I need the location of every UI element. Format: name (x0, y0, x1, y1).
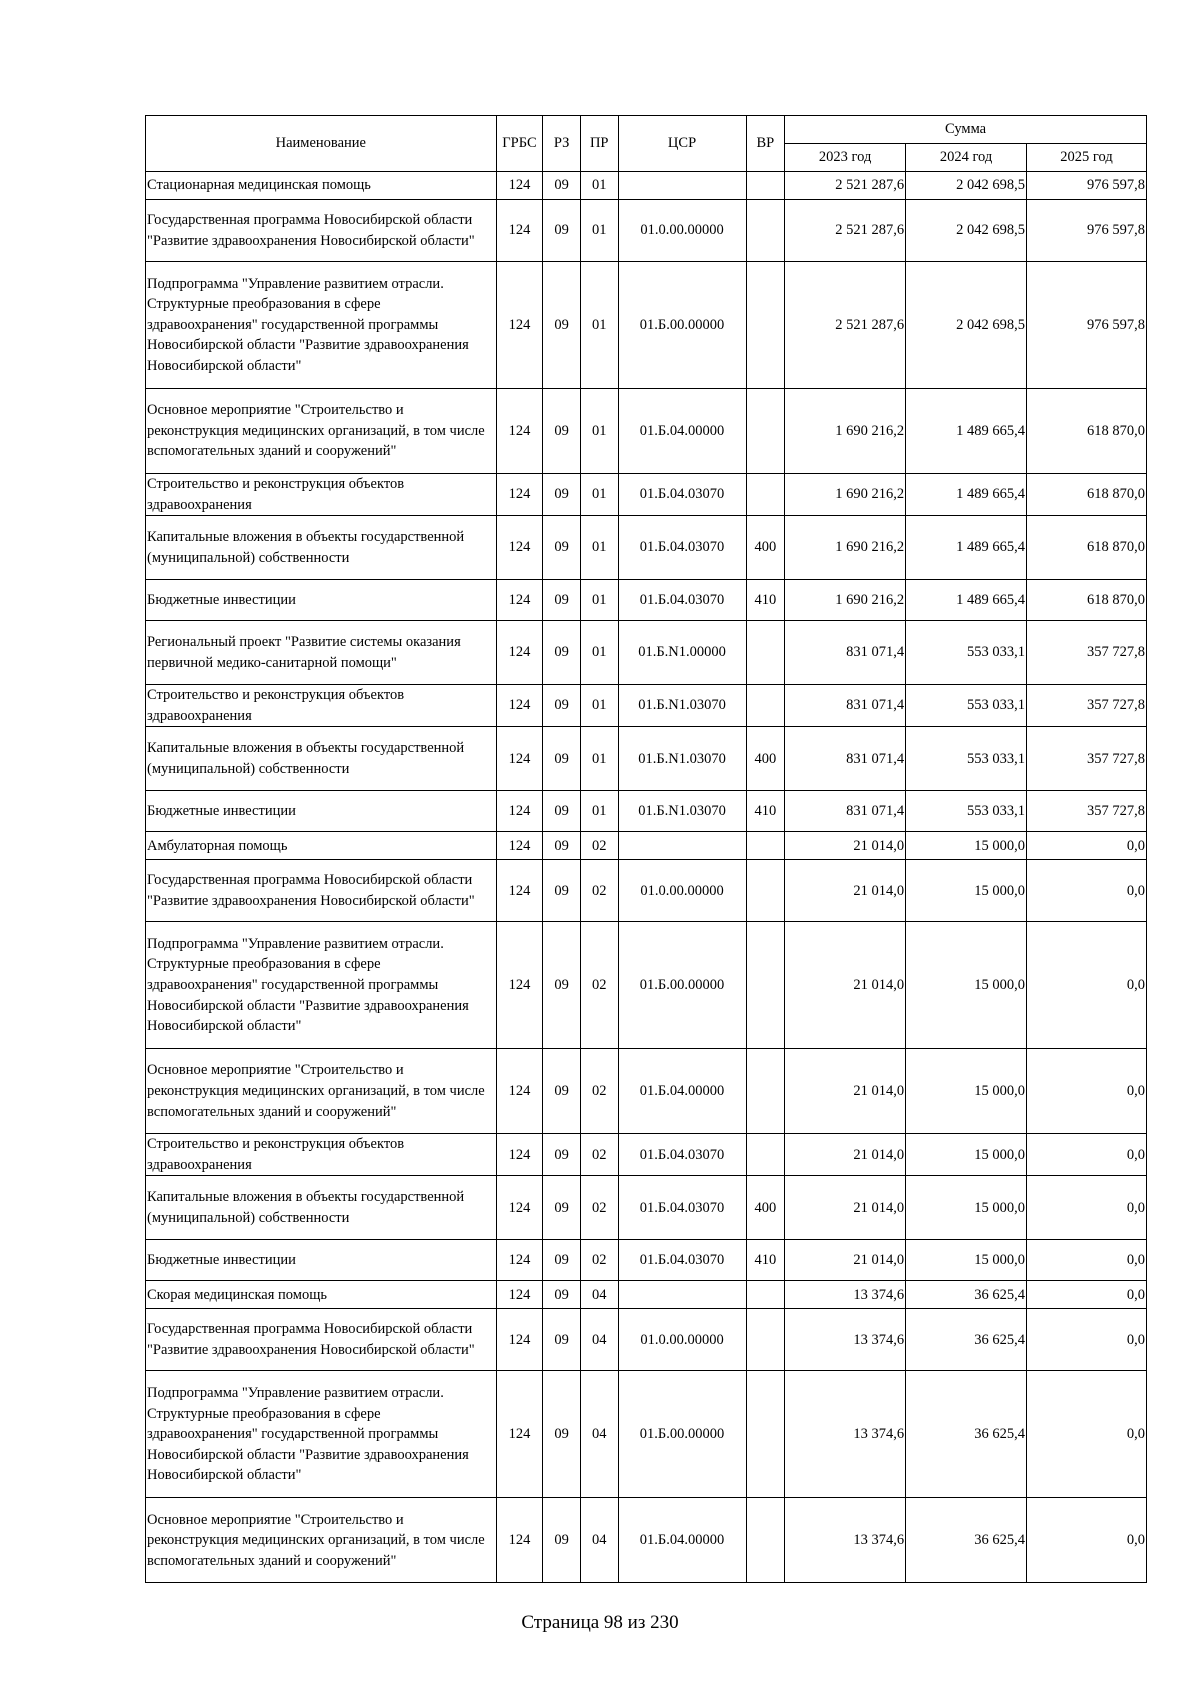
cell-grbs: 124 (496, 262, 543, 389)
cell-grbs: 124 (496, 621, 543, 685)
cell-csr: 01.0.00.00000 (618, 200, 746, 262)
cell-csr: 01.Б.04.03070 (618, 474, 746, 516)
cell-sum-2025: 976 597,8 (1027, 172, 1147, 200)
cell-vr (746, 1281, 785, 1309)
cell-csr: 01.Б.00.00000 (618, 922, 746, 1049)
cell-csr: 01.Б.04.03070 (618, 516, 746, 580)
cell-sum-2025: 976 597,8 (1027, 200, 1147, 262)
table-row (146, 474, 1147, 516)
cell-name: Бюджетные инвестиции (146, 580, 497, 621)
cell-pr: 01 (580, 200, 618, 262)
cell-vr: 400 (746, 516, 785, 580)
cell-sum-2023: 831 071,4 (785, 685, 906, 727)
cell-pr: 02 (580, 1049, 618, 1134)
cell-sum-2025: 0,0 (1027, 1498, 1147, 1583)
cell-pr: 01 (580, 685, 618, 727)
cell-vr (746, 200, 785, 262)
table-row (146, 580, 1147, 621)
cell-sum-2025: 357 727,8 (1027, 727, 1147, 791)
cell-sum-2023: 831 071,4 (785, 727, 906, 791)
table-row (146, 1240, 1147, 1281)
cell-sum-2024: 15 000,0 (906, 1176, 1027, 1240)
cell-pr: 01 (580, 474, 618, 516)
table-row (146, 922, 1147, 1049)
cell-pr: 01 (580, 621, 618, 685)
cell-csr: 01.Б.04.03070 (618, 1134, 746, 1176)
cell-rz: 09 (543, 922, 581, 1049)
cell-vr (746, 1134, 785, 1176)
cell-pr: 01 (580, 791, 618, 832)
cell-sum-2024: 36 625,4 (906, 1309, 1027, 1371)
cell-sum-2024: 1 489 665,4 (906, 389, 1027, 474)
cell-sum-2024: 15 000,0 (906, 922, 1027, 1049)
cell-rz: 09 (543, 832, 581, 860)
cell-sum-2023: 1 690 216,2 (785, 580, 906, 621)
cell-sum-2024: 553 033,1 (906, 791, 1027, 832)
header-rz: РЗ (543, 116, 581, 172)
cell-sum-2025: 0,0 (1027, 1371, 1147, 1498)
cell-pr: 04 (580, 1498, 618, 1583)
cell-rz: 09 (543, 580, 581, 621)
cell-pr: 01 (580, 580, 618, 621)
header-pr: ПР (580, 116, 618, 172)
cell-rz: 09 (543, 389, 581, 474)
cell-pr: 01 (580, 262, 618, 389)
cell-vr: 400 (746, 727, 785, 791)
cell-name: Капитальные вложения в объекты государственной (муниципальной) собственности (146, 1176, 497, 1240)
cell-name: Бюджетные инвестиции (146, 1240, 497, 1281)
cell-rz: 09 (543, 200, 581, 262)
cell-csr: 01.Б.N1.00000 (618, 621, 746, 685)
cell-sum-2025: 357 727,8 (1027, 685, 1147, 727)
cell-rz: 09 (543, 172, 581, 200)
cell-rz: 09 (543, 685, 581, 727)
table-row (146, 172, 1147, 200)
cell-vr (746, 1371, 785, 1498)
cell-grbs: 124 (496, 922, 543, 1049)
cell-vr (746, 1309, 785, 1371)
cell-sum-2024: 2 042 698,5 (906, 200, 1027, 262)
table-row (146, 860, 1147, 922)
cell-rz: 09 (543, 1309, 581, 1371)
cell-name: Основное мероприятие "Строительство и реконструкция медицинских организаций, в том числе вспомогательных зданий и сооружений" (146, 1049, 497, 1134)
header-vr: ВР (746, 116, 785, 172)
cell-sum-2024: 36 625,4 (906, 1498, 1027, 1583)
cell-grbs: 124 (496, 389, 543, 474)
cell-grbs: 124 (496, 1281, 543, 1309)
table-row (146, 685, 1147, 727)
table-row (146, 1371, 1147, 1498)
cell-csr: 01.Б.04.03070 (618, 1240, 746, 1281)
cell-rz: 09 (543, 791, 581, 832)
cell-vr: 410 (746, 1240, 785, 1281)
cell-name: Государственная программа Новосибирской области "Развитие здравоохранения Новосибирской области" (146, 200, 497, 262)
cell-rz: 09 (543, 1498, 581, 1583)
cell-name: Государственная программа Новосибирской области "Развитие здравоохранения Новосибирской области" (146, 1309, 497, 1371)
cell-sum-2023: 13 374,6 (785, 1281, 906, 1309)
cell-rz: 09 (543, 1281, 581, 1309)
cell-sum-2023: 21 014,0 (785, 1176, 906, 1240)
table-row (146, 1498, 1147, 1583)
cell-pr: 04 (580, 1281, 618, 1309)
header-name: Наименование (146, 116, 497, 172)
cell-rz: 09 (543, 474, 581, 516)
cell-pr: 02 (580, 1176, 618, 1240)
table-row (146, 262, 1147, 389)
cell-name: Скорая медицинская помощь (146, 1281, 497, 1309)
table-header (146, 116, 1147, 172)
cell-csr: 01.Б.N1.03070 (618, 685, 746, 727)
cell-rz: 09 (543, 1134, 581, 1176)
cell-name: Бюджетные инвестиции (146, 791, 497, 832)
cell-sum-2025: 357 727,8 (1027, 791, 1147, 832)
header-csr: ЦСР (618, 116, 746, 172)
cell-sum-2025: 0,0 (1027, 922, 1147, 1049)
table-row (146, 1309, 1147, 1371)
cell-pr: 04 (580, 1371, 618, 1498)
cell-sum-2023: 13 374,6 (785, 1309, 906, 1371)
table-body (146, 172, 1147, 1583)
cell-csr: 01.Б.04.00000 (618, 1498, 746, 1583)
cell-csr (618, 172, 746, 200)
cell-sum-2024: 553 033,1 (906, 727, 1027, 791)
cell-rz: 09 (543, 727, 581, 791)
cell-csr (618, 1281, 746, 1309)
table-row (146, 832, 1147, 860)
cell-name: Основное мероприятие "Строительство и реконструкция медицинских организаций, в том числе вспомогательных зданий и сооружений" (146, 389, 497, 474)
cell-name: Стационарная медицинская помощь (146, 172, 497, 200)
cell-sum-2023: 21 014,0 (785, 1134, 906, 1176)
cell-sum-2024: 1 489 665,4 (906, 516, 1027, 580)
cell-csr: 01.Б.N1.03070 (618, 727, 746, 791)
cell-sum-2023: 21 014,0 (785, 1049, 906, 1134)
cell-name: Амбулаторная помощь (146, 832, 497, 860)
cell-grbs: 124 (496, 172, 543, 200)
cell-vr: 410 (746, 791, 785, 832)
cell-sum-2025: 0,0 (1027, 1049, 1147, 1134)
cell-sum-2024: 2 042 698,5 (906, 262, 1027, 389)
cell-sum-2024: 15 000,0 (906, 860, 1027, 922)
cell-pr: 01 (580, 389, 618, 474)
cell-sum-2023: 13 374,6 (785, 1498, 906, 1583)
cell-sum-2023: 21 014,0 (785, 922, 906, 1049)
cell-name: Государственная программа Новосибирской области "Развитие здравоохранения Новосибирской области" (146, 860, 497, 922)
cell-grbs: 124 (496, 516, 543, 580)
cell-sum-2023: 21 014,0 (785, 860, 906, 922)
cell-rz: 09 (543, 516, 581, 580)
cell-rz: 09 (543, 262, 581, 389)
cell-name: Строительство и реконструкция объектов здравоохранения (146, 1134, 497, 1176)
cell-grbs: 124 (496, 727, 543, 791)
cell-pr: 02 (580, 860, 618, 922)
cell-name: Подпрограмма "Управление развитием отрасли. Структурные преобразования в сфере здравоохранения" государственной программы Новосибирской области "Развитие здравоохранения Новосибирской области" (146, 1371, 497, 1498)
cell-sum-2024: 15 000,0 (906, 832, 1027, 860)
cell-name: Капитальные вложения в объекты государственной (муниципальной) собственности (146, 516, 497, 580)
table-row (146, 621, 1147, 685)
cell-vr: 400 (746, 1176, 785, 1240)
cell-vr (746, 685, 785, 727)
cell-sum-2025: 0,0 (1027, 1176, 1147, 1240)
cell-sum-2025: 0,0 (1027, 832, 1147, 860)
header-grbs: ГРБС (496, 116, 543, 172)
cell-vr (746, 389, 785, 474)
cell-vr (746, 172, 785, 200)
budget-table (145, 115, 1147, 1583)
table-row (146, 516, 1147, 580)
cell-rz: 09 (543, 1049, 581, 1134)
table-row (146, 389, 1147, 474)
cell-csr: 01.0.00.00000 (618, 860, 746, 922)
cell-sum-2023: 1 690 216,2 (785, 516, 906, 580)
table-row (146, 1049, 1147, 1134)
cell-vr (746, 1049, 785, 1134)
cell-pr: 02 (580, 922, 618, 1049)
cell-csr: 01.Б.04.00000 (618, 1049, 746, 1134)
table-row (146, 1281, 1147, 1309)
cell-vr (746, 1498, 785, 1583)
cell-sum-2025: 618 870,0 (1027, 389, 1147, 474)
cell-sum-2024: 36 625,4 (906, 1281, 1027, 1309)
cell-csr: 01.Б.N1.03070 (618, 791, 746, 832)
cell-sum-2024: 15 000,0 (906, 1134, 1027, 1176)
cell-name: Капитальные вложения в объекты государственной (муниципальной) собственности (146, 727, 497, 791)
cell-grbs: 124 (496, 1049, 543, 1134)
table-row (146, 200, 1147, 262)
cell-sum-2025: 976 597,8 (1027, 262, 1147, 389)
cell-sum-2023: 1 690 216,2 (785, 474, 906, 516)
cell-grbs: 124 (496, 832, 543, 860)
cell-vr (746, 860, 785, 922)
cell-sum-2025: 357 727,8 (1027, 621, 1147, 685)
cell-sum-2025: 0,0 (1027, 1134, 1147, 1176)
cell-csr: 01.Б.04.00000 (618, 389, 746, 474)
cell-grbs: 124 (496, 580, 543, 621)
cell-vr: 410 (746, 580, 785, 621)
cell-sum-2024: 15 000,0 (906, 1049, 1027, 1134)
cell-sum-2025: 618 870,0 (1027, 580, 1147, 621)
cell-pr: 01 (580, 727, 618, 791)
cell-pr: 02 (580, 1240, 618, 1281)
table-row (146, 727, 1147, 791)
cell-vr (746, 474, 785, 516)
cell-vr (746, 262, 785, 389)
cell-csr: 01.Б.00.00000 (618, 262, 746, 389)
cell-name: Строительство и реконструкция объектов здравоохранения (146, 474, 497, 516)
cell-pr: 04 (580, 1309, 618, 1371)
cell-sum-2024: 15 000,0 (906, 1240, 1027, 1281)
cell-csr: 01.0.00.00000 (618, 1309, 746, 1371)
cell-csr: 01.Б.00.00000 (618, 1371, 746, 1498)
cell-sum-2023: 831 071,4 (785, 791, 906, 832)
cell-sum-2025: 618 870,0 (1027, 474, 1147, 516)
header-year-2024: 2024 год (906, 144, 1027, 172)
cell-csr: 01.Б.04.03070 (618, 1176, 746, 1240)
cell-sum-2024: 1 489 665,4 (906, 474, 1027, 516)
cell-rz: 09 (543, 860, 581, 922)
cell-sum-2023: 21 014,0 (785, 1240, 906, 1281)
cell-grbs: 124 (496, 1309, 543, 1371)
cell-csr (618, 832, 746, 860)
cell-vr (746, 832, 785, 860)
cell-pr: 01 (580, 516, 618, 580)
cell-pr: 01 (580, 172, 618, 200)
cell-vr (746, 621, 785, 685)
header-year-2025: 2025 год (1027, 144, 1147, 172)
cell-sum-2025: 618 870,0 (1027, 516, 1147, 580)
cell-rz: 09 (543, 1176, 581, 1240)
cell-sum-2025: 0,0 (1027, 1240, 1147, 1281)
cell-rz: 09 (543, 1371, 581, 1498)
header-year-2023: 2023 год (785, 144, 906, 172)
cell-sum-2025: 0,0 (1027, 1281, 1147, 1309)
cell-grbs: 124 (496, 1498, 543, 1583)
cell-grbs: 124 (496, 474, 543, 516)
cell-name: Подпрограмма "Управление развитием отрасли. Структурные преобразования в сфере здравоохранения" государственной программы Новосибирской области "Развитие здравоохранения Новосибирской области" (146, 922, 497, 1049)
cell-sum-2023: 831 071,4 (785, 621, 906, 685)
table-row (146, 791, 1147, 832)
cell-sum-2024: 36 625,4 (906, 1371, 1027, 1498)
cell-grbs: 124 (496, 791, 543, 832)
cell-grbs: 124 (496, 200, 543, 262)
table-row (146, 1134, 1147, 1176)
cell-vr (746, 922, 785, 1049)
cell-sum-2023: 1 690 216,2 (785, 389, 906, 474)
cell-sum-2024: 1 489 665,4 (906, 580, 1027, 621)
table-row (146, 1176, 1147, 1240)
cell-sum-2025: 0,0 (1027, 1309, 1147, 1371)
cell-sum-2024: 2 042 698,5 (906, 172, 1027, 200)
cell-sum-2023: 2 521 287,6 (785, 172, 906, 200)
cell-sum-2023: 21 014,0 (785, 832, 906, 860)
cell-grbs: 124 (496, 685, 543, 727)
cell-sum-2023: 13 374,6 (785, 1371, 906, 1498)
cell-rz: 09 (543, 1240, 581, 1281)
cell-name: Региональный проект "Развитие системы оказания первичной медико-санитарной помощи" (146, 621, 497, 685)
cell-rz: 09 (543, 621, 581, 685)
cell-grbs: 124 (496, 1134, 543, 1176)
cell-grbs: 124 (496, 1176, 543, 1240)
page-number: Страница 98 из 230 (521, 1612, 679, 1633)
cell-pr: 02 (580, 1134, 618, 1176)
cell-name: Строительство и реконструкция объектов здравоохранения (146, 685, 497, 727)
header-sum: Сумма (785, 116, 1147, 144)
cell-grbs: 124 (496, 1371, 543, 1498)
cell-sum-2025: 0,0 (1027, 860, 1147, 922)
cell-sum-2023: 2 521 287,6 (785, 200, 906, 262)
cell-sum-2023: 2 521 287,6 (785, 262, 906, 389)
cell-sum-2024: 553 033,1 (906, 685, 1027, 727)
cell-pr: 02 (580, 832, 618, 860)
cell-sum-2024: 553 033,1 (906, 621, 1027, 685)
cell-name: Основное мероприятие "Строительство и реконструкция медицинских организаций, в том числе вспомогательных зданий и сооружений" (146, 1498, 497, 1583)
cell-grbs: 124 (496, 1240, 543, 1281)
cell-grbs: 124 (496, 860, 543, 922)
cell-csr: 01.Б.04.03070 (618, 580, 746, 621)
cell-name: Подпрограмма "Управление развитием отрасли. Структурные преобразования в сфере здравоохранения" государственной программы Новосибирской области "Развитие здравоохранения Новосибирской области" (146, 262, 497, 389)
